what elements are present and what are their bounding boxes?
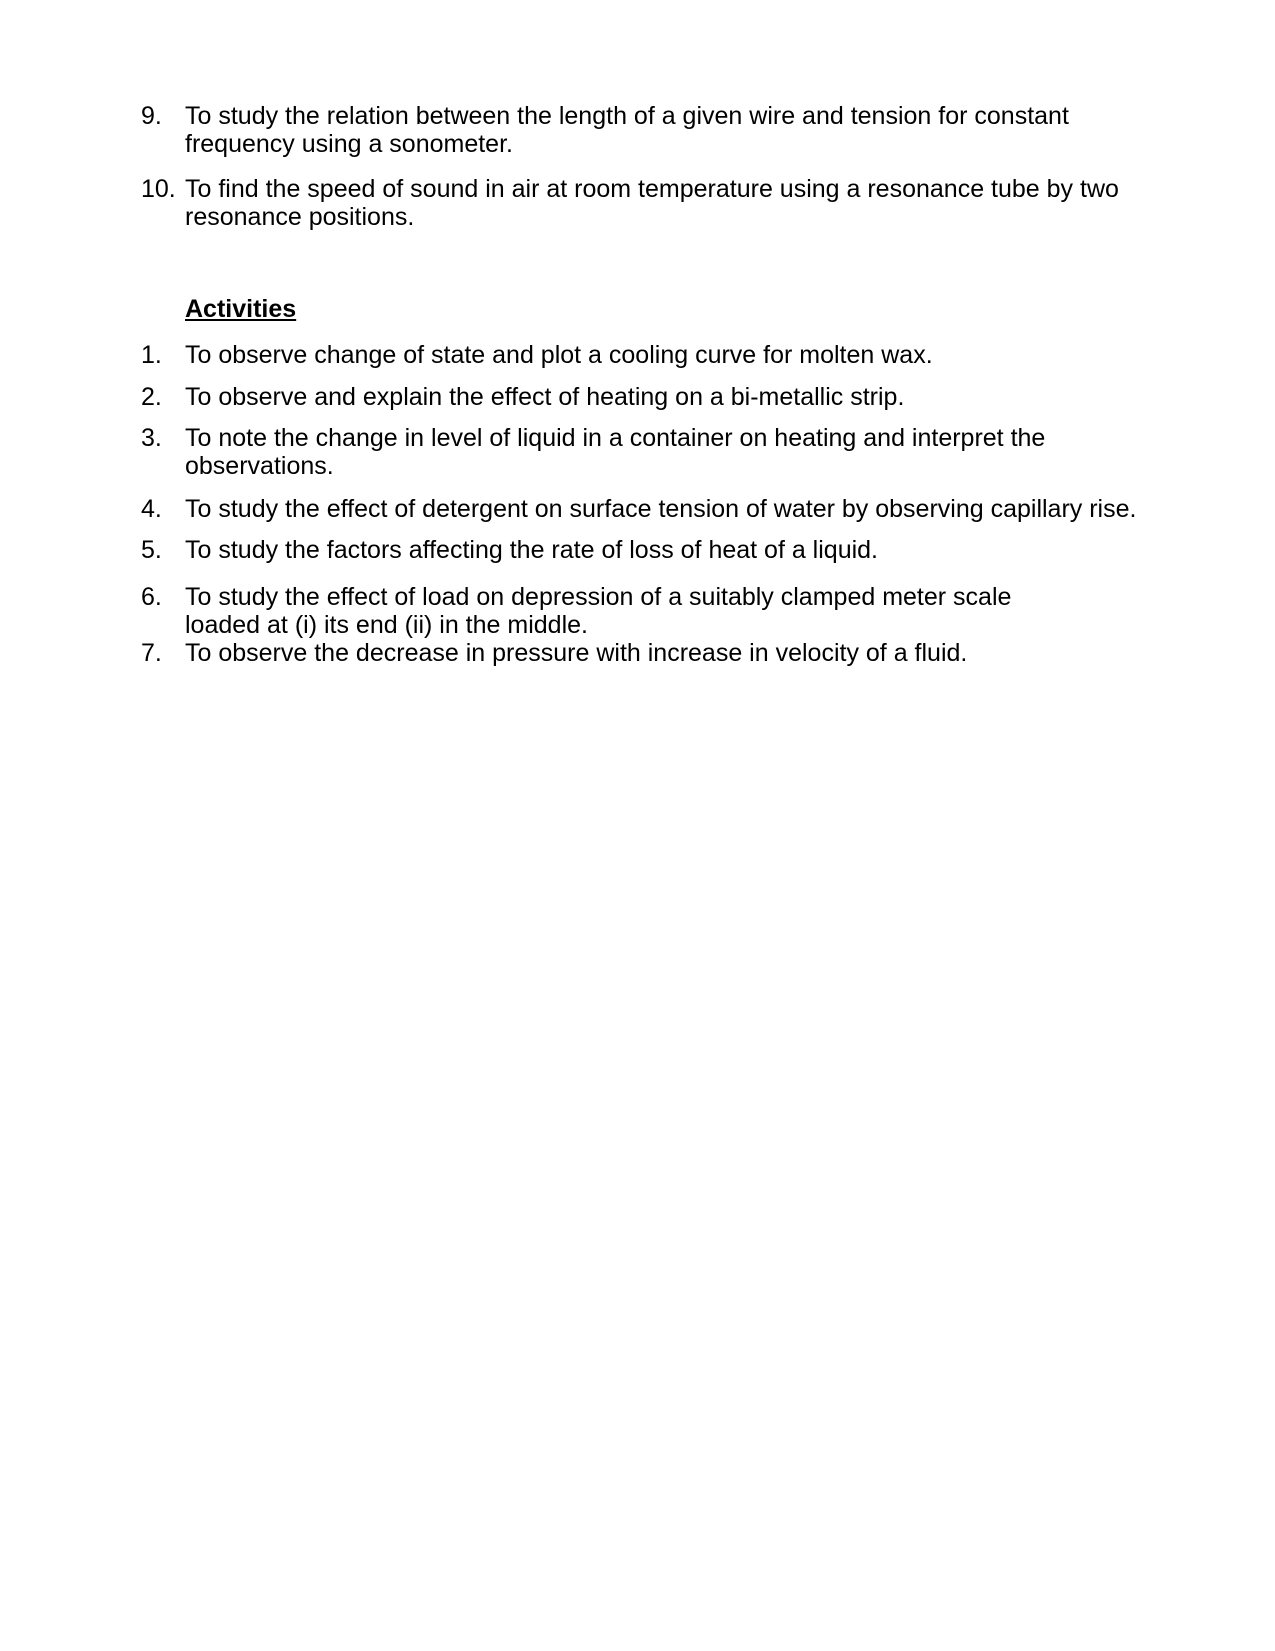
item-text xyxy=(185,424,1141,480)
activities-heading: Activities xyxy=(185,295,297,323)
item-text xyxy=(185,102,1141,158)
item-line: frequency using a sonometer. xyxy=(185,130,513,158)
item-line: observations. xyxy=(185,452,334,480)
item-line: To note the change in level of liquid in a container on heating and interpret the xyxy=(185,424,1046,452)
item-line: To find the speed of sound in air at room temperature using a resonance tube by two xyxy=(185,175,1119,203)
item-number: 3. xyxy=(141,424,162,452)
item-number: 2. xyxy=(141,383,162,411)
item-text xyxy=(185,583,1141,639)
item-line: To observe change of state and plot a cooling curve for molten wax. xyxy=(185,341,933,369)
item-text xyxy=(185,639,1141,667)
item-number: 4. xyxy=(141,495,162,523)
item-line: resonance positions. xyxy=(185,203,415,231)
item-line: To observe and explain the effect of heating on a bi-metallic strip. xyxy=(185,383,905,411)
item-text xyxy=(185,536,1141,564)
activity-item-4 xyxy=(141,495,1141,523)
activity-item-6 xyxy=(141,583,1141,639)
item-line: To study the effect of detergent on surface tension of water by observing capillary rise. xyxy=(185,495,1137,523)
item-number: 6. xyxy=(141,583,162,611)
item-line: To study the effect of load on depression of a suitably clamped meter scale xyxy=(185,583,1012,611)
item-line: To study the factors affecting the rate of loss of heat of a liquid. xyxy=(185,536,879,564)
item-line: To study the relation between the length of a given wire and tension for constant xyxy=(185,102,1069,130)
activity-item-5 xyxy=(141,536,1141,564)
item-line: loaded at (i) its end (ii) in the middle. xyxy=(185,611,588,639)
item-line: To observe the decrease in pressure with increase in velocity of a fluid. xyxy=(185,639,968,667)
item-number: 7. xyxy=(141,639,162,667)
item-number: 9. xyxy=(141,102,162,130)
experiment-item-9 xyxy=(141,102,1141,158)
activity-item-3 xyxy=(141,424,1141,480)
activity-item-7 xyxy=(141,639,1141,667)
activity-item-1 xyxy=(141,341,1141,369)
item-number: 5. xyxy=(141,536,162,564)
item-number: 10. xyxy=(141,175,176,203)
item-text xyxy=(185,175,1141,231)
item-text xyxy=(185,383,1141,411)
item-text xyxy=(185,341,1141,369)
experiment-item-10 xyxy=(141,175,1141,231)
item-text xyxy=(185,495,1141,523)
activity-item-2 xyxy=(141,383,1141,411)
item-number: 1. xyxy=(141,341,162,369)
